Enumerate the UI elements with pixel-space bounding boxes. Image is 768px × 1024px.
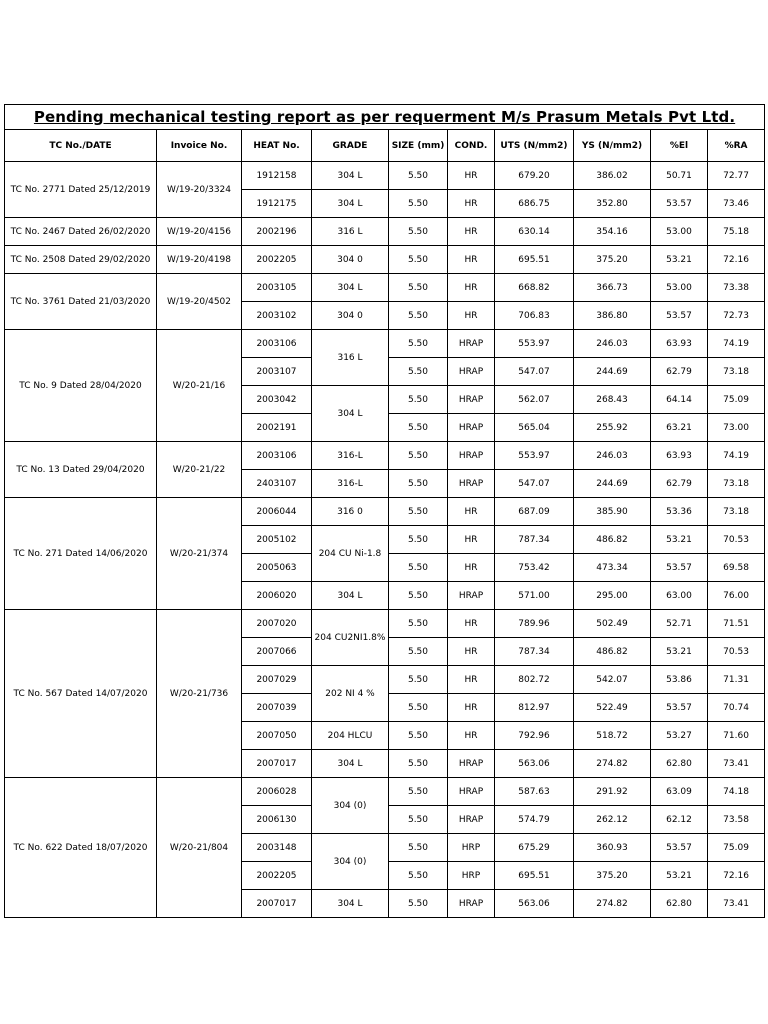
elongation-cell: 63.00 (651, 582, 708, 610)
invoice-cell: W/20-21/22 (157, 442, 242, 498)
column-header-grade: GRADE (312, 130, 389, 162)
elongation-cell: 53.57 (651, 694, 708, 722)
elongation-cell: 50.71 (651, 162, 708, 190)
size-cell: 5.50 (389, 162, 448, 190)
heat-no-cell: 1912158 (242, 162, 312, 190)
reduction-area-cell: 72.16 (708, 246, 765, 274)
ys-cell: 274.82 (574, 890, 651, 918)
reduction-area-cell: 73.58 (708, 806, 765, 834)
ys-cell: 255.92 (574, 414, 651, 442)
uts-cell: 630.14 (495, 218, 574, 246)
reduction-area-cell: 73.18 (708, 470, 765, 498)
condition-cell: HRAP (448, 414, 495, 442)
heat-no-cell: 2005063 (242, 554, 312, 582)
condition-cell: HR (448, 722, 495, 750)
condition-cell: HR (448, 666, 495, 694)
report-title: Pending mechanical testing report as per requerment M/s Prasum Metals Pvt Ltd. (5, 105, 765, 130)
invoice-cell: W/19-20/3324 (157, 162, 242, 218)
elongation-cell: 52.71 (651, 610, 708, 638)
uts-cell: 792.96 (495, 722, 574, 750)
reduction-area-cell: 74.18 (708, 778, 765, 806)
elongation-cell: 53.57 (651, 834, 708, 862)
uts-cell: 562.07 (495, 386, 574, 414)
ys-cell: 360.93 (574, 834, 651, 862)
uts-cell: 787.34 (495, 526, 574, 554)
tc-date-cell: TC No. 9 Dated 28/04/2020 (5, 330, 157, 442)
ys-cell: 246.03 (574, 330, 651, 358)
table-row (5, 162, 765, 190)
invoice-cell: W/20-21/374 (157, 498, 242, 610)
uts-cell: 695.51 (495, 862, 574, 890)
heat-no-cell: 2002205 (242, 862, 312, 890)
uts-cell: 547.07 (495, 470, 574, 498)
table-row (5, 246, 765, 274)
condition-cell: HRAP (448, 358, 495, 386)
grade-cell: 304 L (312, 190, 389, 218)
reduction-area-cell: 74.19 (708, 330, 765, 358)
uts-cell: 574.79 (495, 806, 574, 834)
table-row (5, 442, 765, 470)
condition-cell: HR (448, 694, 495, 722)
elongation-cell: 63.93 (651, 330, 708, 358)
elongation-cell: 62.12 (651, 806, 708, 834)
heat-no-cell: 2006020 (242, 582, 312, 610)
reduction-area-cell: 72.77 (708, 162, 765, 190)
condition-cell: HR (448, 162, 495, 190)
ys-cell: 386.02 (574, 162, 651, 190)
grade-cell: 202 NI 4 % (312, 666, 389, 722)
reduction-area-cell: 72.16 (708, 862, 765, 890)
uts-cell: 553.97 (495, 330, 574, 358)
condition-cell: HRAP (448, 442, 495, 470)
uts-cell: 563.06 (495, 890, 574, 918)
ys-cell: 295.00 (574, 582, 651, 610)
tc-date-cell: TC No. 13 Dated 29/04/2020 (5, 442, 157, 498)
reduction-area-cell: 73.18 (708, 498, 765, 526)
size-cell: 5.50 (389, 498, 448, 526)
grade-cell: 204 CU Ni-1.8 (312, 526, 389, 582)
grade-cell: 304 L (312, 890, 389, 918)
column-header-cond: COND. (448, 130, 495, 162)
uts-cell: 802.72 (495, 666, 574, 694)
elongation-cell: 53.21 (651, 862, 708, 890)
ys-cell: 375.20 (574, 246, 651, 274)
heat-no-cell: 2007039 (242, 694, 312, 722)
size-cell: 5.50 (389, 218, 448, 246)
size-cell: 5.50 (389, 526, 448, 554)
reduction-area-cell: 75.09 (708, 386, 765, 414)
reduction-area-cell: 71.31 (708, 666, 765, 694)
reduction-area-cell: 73.38 (708, 274, 765, 302)
grade-cell: 304 L (312, 750, 389, 778)
elongation-cell: 63.09 (651, 778, 708, 806)
condition-cell: HR (448, 218, 495, 246)
heat-no-cell: 2005102 (242, 526, 312, 554)
grade-cell: 316 0 (312, 498, 389, 526)
reduction-area-cell: 70.53 (708, 526, 765, 554)
reduction-area-cell: 75.09 (708, 834, 765, 862)
elongation-cell: 64.14 (651, 386, 708, 414)
size-cell: 5.50 (389, 246, 448, 274)
uts-cell: 706.83 (495, 302, 574, 330)
uts-cell: 565.04 (495, 414, 574, 442)
ys-cell: 274.82 (574, 750, 651, 778)
size-cell: 5.50 (389, 750, 448, 778)
ys-cell: 244.69 (574, 358, 651, 386)
elongation-cell: 62.79 (651, 470, 708, 498)
grade-cell: 304 L (312, 162, 389, 190)
condition-cell: HR (448, 190, 495, 218)
elongation-cell: 62.80 (651, 750, 708, 778)
condition-cell: HRP (448, 834, 495, 862)
heat-no-cell: 2003105 (242, 274, 312, 302)
ys-cell: 542.07 (574, 666, 651, 694)
uts-cell: 675.29 (495, 834, 574, 862)
table-row (5, 498, 765, 526)
ys-cell: 354.16 (574, 218, 651, 246)
reduction-area-cell: 73.41 (708, 750, 765, 778)
ys-cell: 486.82 (574, 638, 651, 666)
grade-cell: 316 L (312, 218, 389, 246)
column-header-row (5, 130, 765, 162)
reduction-area-cell: 73.00 (708, 414, 765, 442)
heat-no-cell: 2006028 (242, 778, 312, 806)
uts-cell: 753.42 (495, 554, 574, 582)
heat-no-cell: 2003148 (242, 834, 312, 862)
uts-cell: 587.63 (495, 778, 574, 806)
size-cell: 5.50 (389, 190, 448, 218)
reduction-area-cell: 73.46 (708, 190, 765, 218)
grade-cell: 204 CU2NI1.8% (312, 610, 389, 666)
elongation-cell: 53.57 (651, 554, 708, 582)
condition-cell: HR (448, 246, 495, 274)
grade-cell: 304 0 (312, 246, 389, 274)
column-header-heat-no: HEAT No. (242, 130, 312, 162)
uts-cell: 553.97 (495, 442, 574, 470)
reduction-area-cell: 70.53 (708, 638, 765, 666)
elongation-cell: 53.00 (651, 274, 708, 302)
condition-cell: HR (448, 302, 495, 330)
size-cell: 5.50 (389, 386, 448, 414)
uts-cell: 571.00 (495, 582, 574, 610)
tc-date-cell: TC No. 2508 Dated 29/02/2020 (5, 246, 157, 274)
uts-cell: 812.97 (495, 694, 574, 722)
size-cell: 5.50 (389, 638, 448, 666)
heat-no-cell: 2002191 (242, 414, 312, 442)
column-header-ys: YS (N/mm2) (574, 130, 651, 162)
condition-cell: HRAP (448, 806, 495, 834)
table-row (5, 274, 765, 302)
grade-cell: 304 L (312, 386, 389, 442)
heat-no-cell: 2007017 (242, 750, 312, 778)
condition-cell: HR (448, 638, 495, 666)
condition-cell: HR (448, 554, 495, 582)
heat-no-cell: 2007017 (242, 890, 312, 918)
size-cell: 5.50 (389, 694, 448, 722)
uts-cell: 686.75 (495, 190, 574, 218)
condition-cell: HRAP (448, 778, 495, 806)
ys-cell: 385.90 (574, 498, 651, 526)
uts-cell: 789.96 (495, 610, 574, 638)
reduction-area-cell: 70.74 (708, 694, 765, 722)
condition-cell: HRAP (448, 750, 495, 778)
table-row (5, 218, 765, 246)
reduction-area-cell: 75.18 (708, 218, 765, 246)
size-cell: 5.50 (389, 778, 448, 806)
reduction-area-cell: 73.41 (708, 890, 765, 918)
condition-cell: HRAP (448, 582, 495, 610)
column-header-uts: UTS (N/mm2) (495, 130, 574, 162)
heat-no-cell: 2003106 (242, 442, 312, 470)
ys-cell: 518.72 (574, 722, 651, 750)
tc-date-cell: TC No. 271 Dated 14/06/2020 (5, 498, 157, 610)
uts-cell: 687.09 (495, 498, 574, 526)
report-body (5, 162, 765, 918)
heat-no-cell: 2007066 (242, 638, 312, 666)
reduction-area-cell: 74.19 (708, 442, 765, 470)
size-cell: 5.50 (389, 470, 448, 498)
size-cell: 5.50 (389, 274, 448, 302)
size-cell: 5.50 (389, 414, 448, 442)
ys-cell: 473.34 (574, 554, 651, 582)
condition-cell: HR (448, 274, 495, 302)
reduction-area-cell: 73.18 (708, 358, 765, 386)
heat-no-cell: 2003107 (242, 358, 312, 386)
size-cell: 5.50 (389, 554, 448, 582)
ys-cell: 386.80 (574, 302, 651, 330)
ys-cell: 375.20 (574, 862, 651, 890)
condition-cell: HRAP (448, 386, 495, 414)
ys-cell: 246.03 (574, 442, 651, 470)
heat-no-cell: 2006044 (242, 498, 312, 526)
condition-cell: HRAP (448, 330, 495, 358)
elongation-cell: 53.21 (651, 526, 708, 554)
invoice-cell: W/19-20/4156 (157, 218, 242, 246)
size-cell: 5.50 (389, 890, 448, 918)
size-cell: 5.50 (389, 722, 448, 750)
elongation-cell: 53.00 (651, 218, 708, 246)
elongation-cell: 53.57 (651, 302, 708, 330)
invoice-cell: W/19-20/4502 (157, 274, 242, 330)
elongation-cell: 53.27 (651, 722, 708, 750)
elongation-cell: 53.21 (651, 638, 708, 666)
column-header-elongation: %El (651, 130, 708, 162)
tc-date-cell: TC No. 2771 Dated 25/12/2019 (5, 162, 157, 218)
condition-cell: HRAP (448, 470, 495, 498)
ys-cell: 502.49 (574, 610, 651, 638)
elongation-cell: 62.80 (651, 890, 708, 918)
testing-report-table (4, 104, 765, 918)
size-cell: 5.50 (389, 610, 448, 638)
size-cell: 5.50 (389, 806, 448, 834)
uts-cell: 547.07 (495, 358, 574, 386)
size-cell: 5.50 (389, 834, 448, 862)
grade-cell: 304 L (312, 582, 389, 610)
uts-cell: 563.06 (495, 750, 574, 778)
grade-cell: 316-L (312, 442, 389, 470)
size-cell: 5.50 (389, 330, 448, 358)
ys-cell: 522.49 (574, 694, 651, 722)
reduction-area-cell: 69.58 (708, 554, 765, 582)
invoice-cell: W/19-20/4198 (157, 246, 242, 274)
heat-no-cell: 2403107 (242, 470, 312, 498)
ys-cell: 262.12 (574, 806, 651, 834)
tc-date-cell: TC No. 2467 Dated 26/02/2020 (5, 218, 157, 246)
size-cell: 5.50 (389, 358, 448, 386)
tc-date-cell: TC No. 567 Dated 14/07/2020 (5, 610, 157, 778)
heat-no-cell: 2007020 (242, 610, 312, 638)
elongation-cell: 63.21 (651, 414, 708, 442)
invoice-cell: W/20-21/804 (157, 778, 242, 918)
heat-no-cell: 2003102 (242, 302, 312, 330)
grade-cell: 304 L (312, 274, 389, 302)
elongation-cell: 53.36 (651, 498, 708, 526)
elongation-cell: 53.57 (651, 190, 708, 218)
reduction-area-cell: 71.60 (708, 722, 765, 750)
ys-cell: 486.82 (574, 526, 651, 554)
column-header-reduction-area: %RA (708, 130, 765, 162)
reduction-area-cell: 76.00 (708, 582, 765, 610)
condition-cell: HRP (448, 862, 495, 890)
column-header-size: SIZE (mm) (389, 130, 448, 162)
elongation-cell: 53.86 (651, 666, 708, 694)
condition-cell: HR (448, 526, 495, 554)
tc-date-cell: TC No. 3761 Dated 21/03/2020 (5, 274, 157, 330)
uts-cell: 787.34 (495, 638, 574, 666)
ys-cell: 268.43 (574, 386, 651, 414)
elongation-cell: 53.21 (651, 246, 708, 274)
ys-cell: 366.73 (574, 274, 651, 302)
table-row (5, 330, 765, 358)
grade-cell: 304 0 (312, 302, 389, 330)
heat-no-cell: 2003106 (242, 330, 312, 358)
size-cell: 5.50 (389, 582, 448, 610)
reduction-area-cell: 71.51 (708, 610, 765, 638)
grade-cell: 316 L (312, 330, 389, 386)
heat-no-cell: 2002196 (242, 218, 312, 246)
invoice-cell: W/20-21/736 (157, 610, 242, 778)
grade-cell: 316-L (312, 470, 389, 498)
grade-cell: 304 (0) (312, 778, 389, 834)
condition-cell: HR (448, 610, 495, 638)
column-header-tc-date: TC No./DATE (5, 130, 157, 162)
ys-cell: 244.69 (574, 470, 651, 498)
elongation-cell: 63.93 (651, 442, 708, 470)
grade-cell: 204 HLCU (312, 722, 389, 750)
heat-no-cell: 2002205 (242, 246, 312, 274)
table-row (5, 778, 765, 806)
condition-cell: HR (448, 498, 495, 526)
heat-no-cell: 1912175 (242, 190, 312, 218)
ys-cell: 291.92 (574, 778, 651, 806)
column-header-invoice: Invoice No. (157, 130, 242, 162)
heat-no-cell: 2006130 (242, 806, 312, 834)
invoice-cell: W/20-21/16 (157, 330, 242, 442)
uts-cell: 668.82 (495, 274, 574, 302)
size-cell: 5.50 (389, 862, 448, 890)
tc-date-cell: TC No. 622 Dated 18/07/2020 (5, 778, 157, 918)
table-row (5, 610, 765, 638)
uts-cell: 679.20 (495, 162, 574, 190)
uts-cell: 695.51 (495, 246, 574, 274)
grade-cell: 304 (0) (312, 834, 389, 890)
reduction-area-cell: 72.73 (708, 302, 765, 330)
heat-no-cell: 2007050 (242, 722, 312, 750)
size-cell: 5.50 (389, 302, 448, 330)
ys-cell: 352.80 (574, 190, 651, 218)
size-cell: 5.50 (389, 666, 448, 694)
size-cell: 5.50 (389, 442, 448, 470)
heat-no-cell: 2007029 (242, 666, 312, 694)
elongation-cell: 62.79 (651, 358, 708, 386)
condition-cell: HRAP (448, 890, 495, 918)
heat-no-cell: 2003042 (242, 386, 312, 414)
